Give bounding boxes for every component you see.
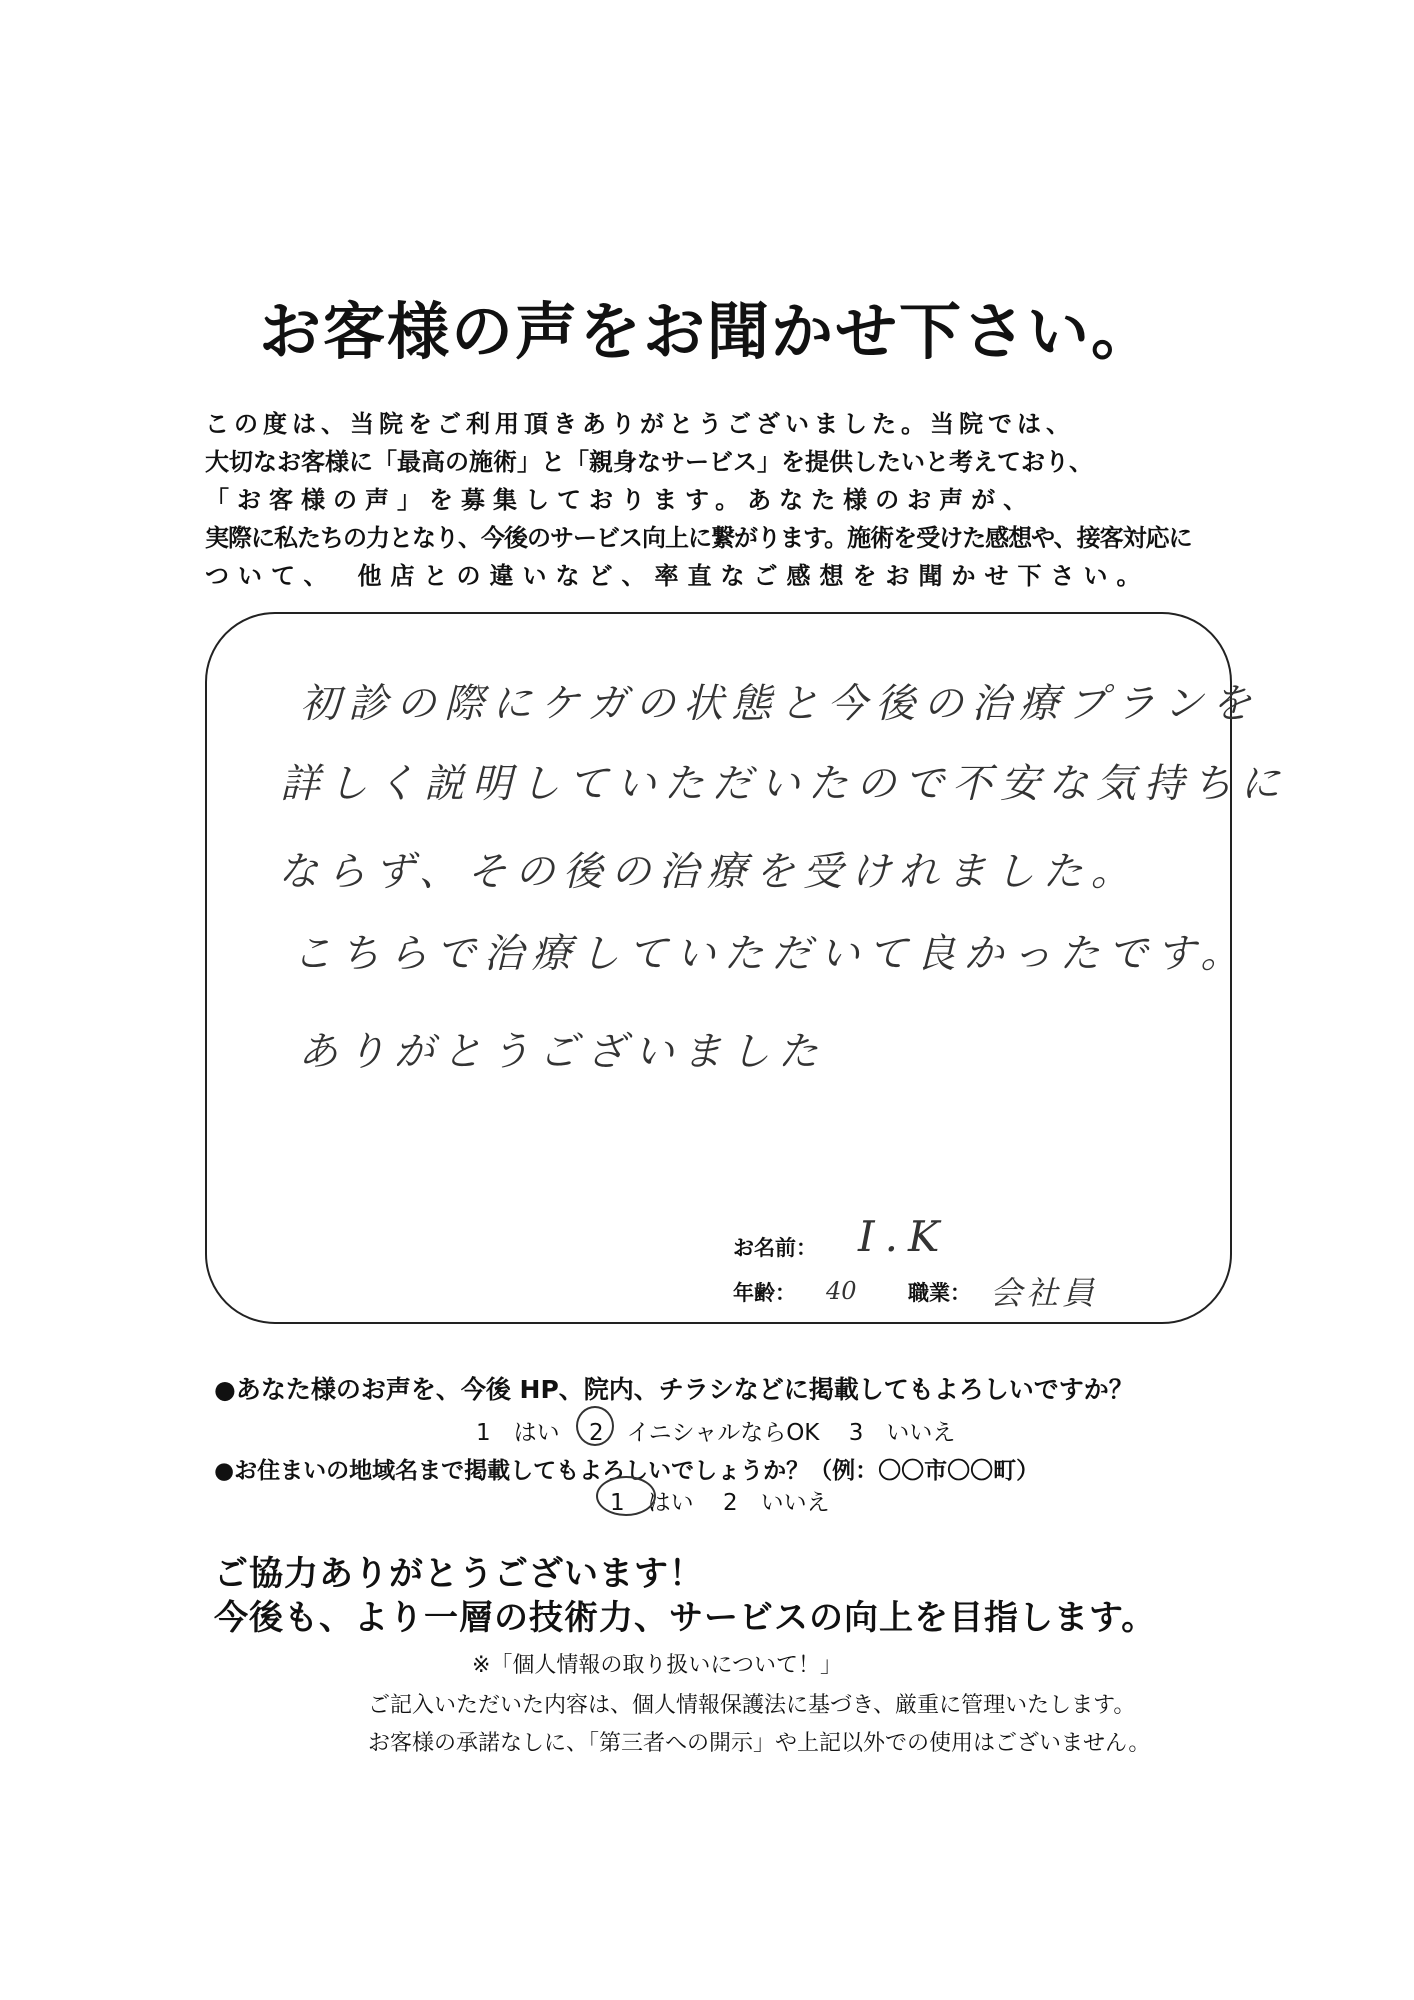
intro-line: この度は、当院をご利用頂きありがとうございました。当院では、 bbox=[205, 410, 1075, 438]
thanks-line: ご協力ありがとうございます！ bbox=[214, 1554, 704, 1594]
q1-option-3[interactable]: 3 いいえ bbox=[848, 1420, 956, 1446]
comment-line: 詳しく説明していただいたので不安な気持ちに bbox=[280, 761, 1288, 807]
privacy-heading: ※「個人情報の取り扱いについて！」 bbox=[472, 1653, 842, 1678]
privacy-line: ご記入いただいた内容は、個人情報保護法に基づき、厳重に管理いたします。 bbox=[368, 1693, 1136, 1718]
q1-selected-circle bbox=[576, 1406, 614, 1446]
intro-line: ついて、 他店との違いなど、率直なご感想をお聞かせ下さい。 bbox=[205, 562, 1150, 590]
name-label: お名前： bbox=[733, 1236, 817, 1260]
age-label: 年齢： bbox=[733, 1281, 796, 1305]
q2-option-1[interactable]: 1 はい bbox=[610, 1490, 694, 1516]
question-1: ●あなた様のお声を、今後 HP、院内、チラシなどに掲載してもよろしいですか？ bbox=[214, 1375, 1134, 1404]
comment-line: ならず、その後の治療を受けれました。 bbox=[278, 849, 1139, 895]
q1-option-1[interactable]: 1 はい bbox=[476, 1420, 560, 1446]
thanks-line: 今後も、より一層の技術力、サービスの向上を目指します。 bbox=[214, 1598, 1157, 1638]
comment-line: ありがとうございました bbox=[298, 1029, 826, 1075]
q2-selected-circle bbox=[596, 1476, 656, 1516]
age-value: 40 bbox=[826, 1277, 857, 1305]
job-value: 会社員 bbox=[990, 1274, 1099, 1312]
page-title: お客様の声をお聞かせ下さい。 bbox=[258, 295, 1155, 368]
q1-option-2[interactable]: 2 イニシャルならOK bbox=[588, 1420, 820, 1446]
intro-text bbox=[205, 405, 1225, 595]
privacy-line: お客様の承諾なしに、「第三者への開示」や上記以外での使用はございません。 bbox=[368, 1731, 1151, 1756]
q2-option-2[interactable]: 2 いいえ bbox=[722, 1490, 830, 1516]
intro-line: 「お客様の声」を募集しております。あなた様のお声が、 bbox=[205, 486, 1036, 514]
question-2: ●お住まいの地域名まで掲載してもよろしいでしょうか？（例：〇〇市〇〇町） bbox=[214, 1458, 1040, 1484]
name-value: I.K bbox=[858, 1212, 950, 1261]
intro-line: 実際に私たちの力となり、今後のサービス向上に繋がります。施術を受けた感想や、接客対応に bbox=[205, 524, 1192, 552]
question-1-options bbox=[476, 1414, 977, 1447]
intro-line: 大切なお客様に「最高の施術」と「親身なサービス」を提供したいと考えており、 bbox=[205, 448, 1093, 476]
job-label: 職業： bbox=[908, 1281, 971, 1305]
comment-line: こちらで治療していただいて良かったです。 bbox=[292, 931, 1249, 977]
comment-line: 初診の際にケガの状態と今後の治療プランを bbox=[300, 681, 1260, 727]
